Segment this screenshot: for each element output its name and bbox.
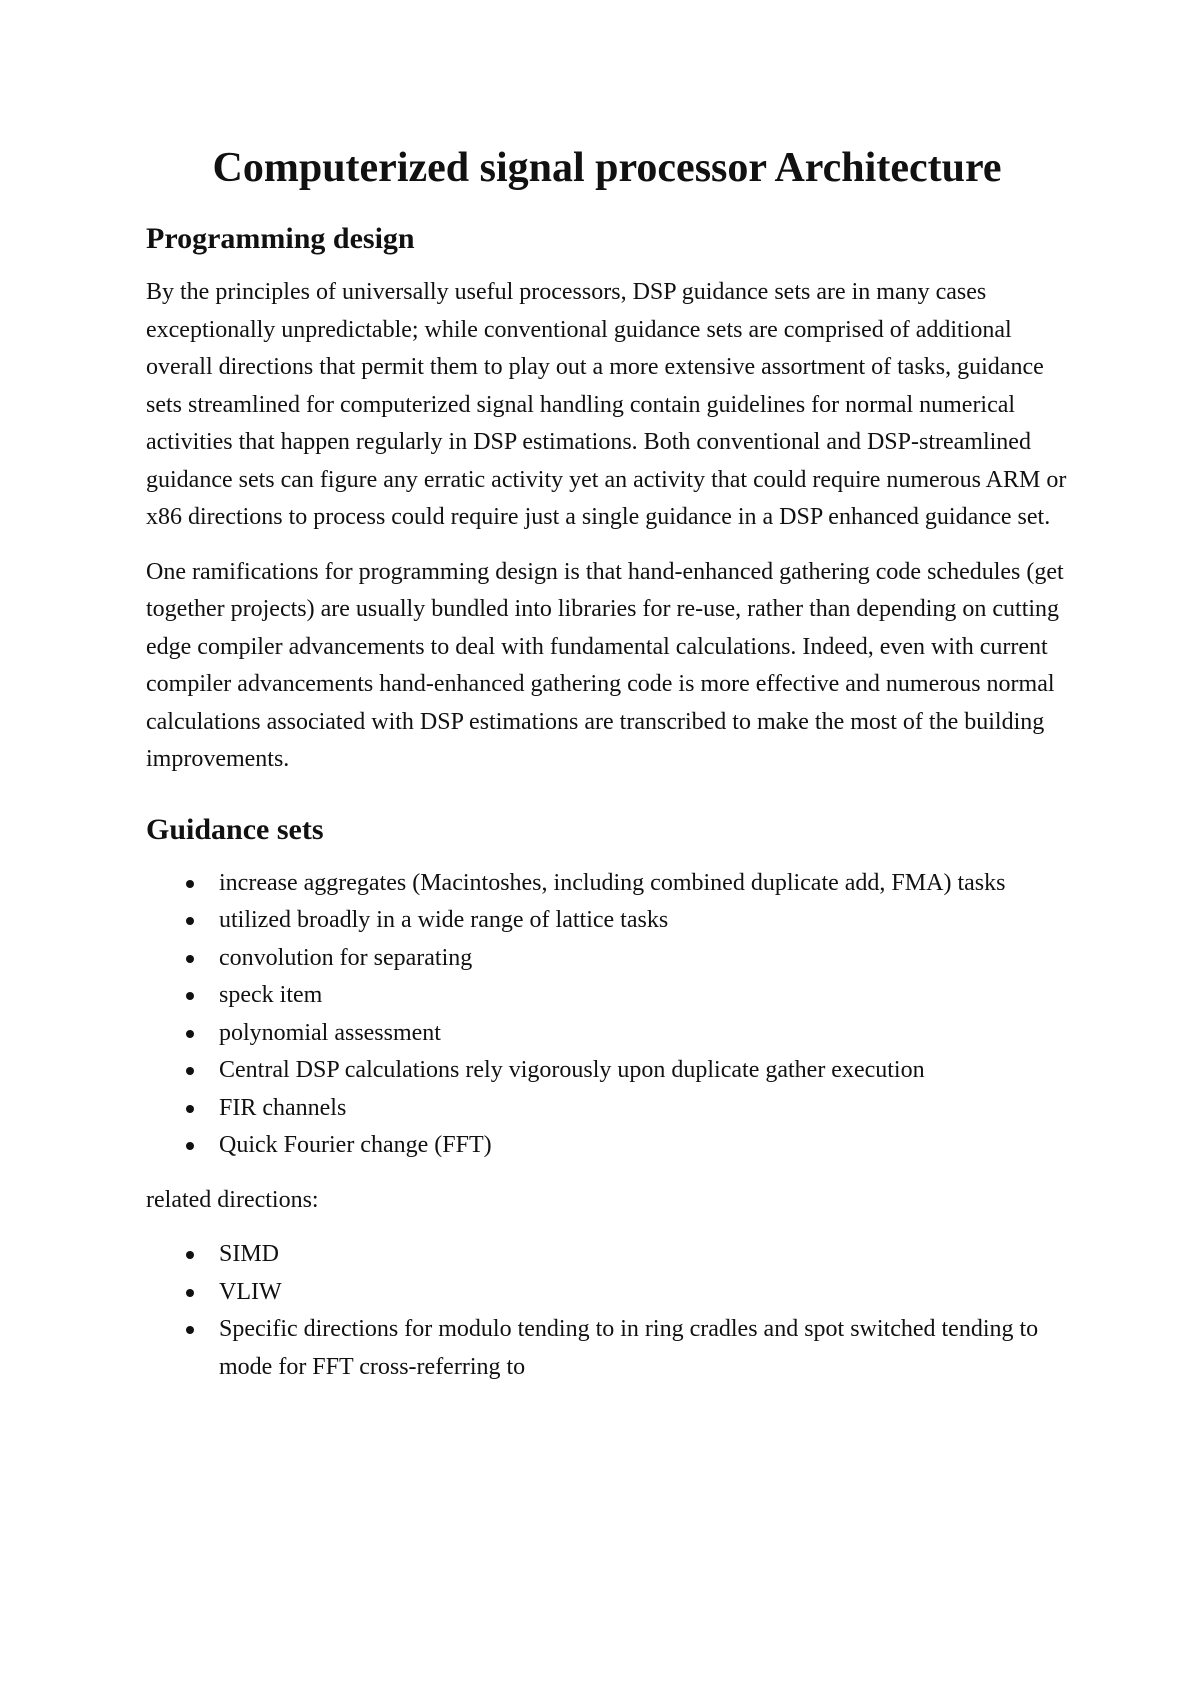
document-content	[146, 142, 1068, 1403]
list-item: Central DSP calculations rely vigorously upon duplicate gather execution	[146, 1052, 1068, 1090]
section-heading-programming-design: Programming design	[146, 222, 415, 255]
list-item: FIR channels	[146, 1090, 1068, 1128]
list-item: speck item	[146, 977, 1068, 1015]
list-item: polynomial assessment	[146, 1015, 1068, 1053]
list-item: SIMD	[146, 1236, 1068, 1274]
paragraph: By the principles of universally useful processors, DSP guidance sets are in many cases exceptionally unpredictable; while conventional guidance sets are comprised of additional overall directions that permit them to play out a more extensive assortment of tasks, guidance sets streamlined for computerized signal handling contain guidelines for normal numerical activities that happen regularly in DSP estimations. Both conventional and DSP-streamlined guidance sets can figure any erratic activity yet an activity that could require numerous ARM or x86 directions to process could require just a single guidance in a DSP enhanced guidance set.	[146, 279, 1067, 530]
bullet-list-guidance-sets	[146, 865, 1068, 1165]
list-item: utilized broadly in a wide range of lattice tasks	[146, 902, 1068, 940]
list-item: Quick Fourier change (FFT)	[146, 1127, 1068, 1165]
list-item: Specific directions for modulo tending to in ring cradles and spot switched tending to mode for FFT cross-referring to	[146, 1311, 1068, 1386]
list-item: VLIW	[146, 1274, 1068, 1312]
paragraph: One ramifications for programming design is that hand-enhanced gathering code schedules (get together projects) are usually bundled into libraries for re-use, rather than depending on cutting edge compiler advancements to deal with fundamental calculations. Indeed, even with current compiler advancements hand-enhanced gathering code is more effective and numerous normal calculations associated with DSP estimations are transcribed to make the most of the building improvements.	[146, 558, 1064, 772]
list-item: convolution for separating	[146, 940, 1068, 978]
list-item: increase aggregates (Macintoshes, including combined duplicate add, FMA) tasks	[146, 865, 1068, 903]
section-heading-guidance-sets: Guidance sets	[146, 812, 324, 846]
document-title: Computerized signal processor Architecture	[212, 145, 1002, 191]
related-directions-label: related directions:	[146, 1186, 319, 1213]
bullet-list-related-directions	[146, 1236, 1068, 1386]
